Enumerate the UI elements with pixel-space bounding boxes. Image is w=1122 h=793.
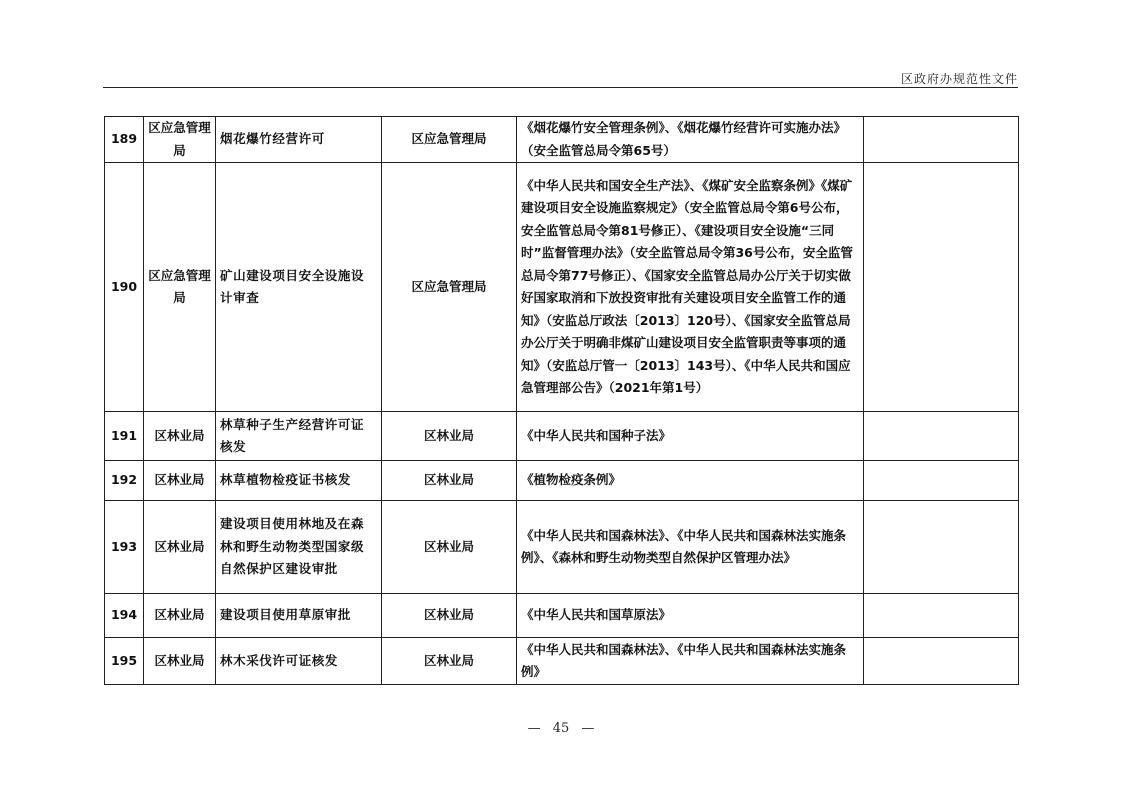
item-name-cell: 建设项目使用林地及在森林和野生动物类型国家级自然保护区建设审批 <box>216 501 382 594</box>
legal-basis-cell: 《中华人民共和国森林法》、《中华人民共和国森林法实施条例》 <box>517 638 864 685</box>
legal-basis-cell: 《中华人民共和国种子法》 <box>517 412 864 461</box>
implementing-agency-cell: 区林业局 <box>382 501 517 594</box>
row-number: 193 <box>105 501 144 594</box>
department-cell: 区林业局 <box>144 594 216 638</box>
remark-cell <box>864 501 1019 594</box>
table-row <box>105 163 1019 412</box>
table-row <box>105 501 1019 594</box>
footer-dash-right: — <box>581 721 595 736</box>
item-name-cell: 矿山建设项目安全设施设计审查 <box>216 163 382 412</box>
footer-dash-left: — <box>527 721 541 736</box>
legal-basis-cell: 《烟花爆竹安全管理条例》、《烟花爆竹经营许可实施办法》（安全监管总局令第65号） <box>517 117 864 163</box>
implementing-agency-cell: 区应急管理局 <box>382 163 517 412</box>
item-name-cell: 林草植物检疫证书核发 <box>216 461 382 501</box>
remark-cell <box>864 412 1019 461</box>
department-cell: 区林业局 <box>144 638 216 685</box>
row-number: 194 <box>105 594 144 638</box>
department-cell: 区林业局 <box>144 501 216 594</box>
implementing-agency-cell: 区应急管理局 <box>382 117 517 163</box>
table-row <box>105 594 1019 638</box>
implementing-agency-cell: 区林业局 <box>382 638 517 685</box>
table-row <box>105 412 1019 461</box>
page-footer <box>0 721 1122 736</box>
table-row <box>105 117 1019 163</box>
item-name-cell: 烟花爆竹经营许可 <box>216 117 382 163</box>
row-number: 190 <box>105 163 144 412</box>
page-number: 45 <box>552 721 570 736</box>
remark-cell <box>864 594 1019 638</box>
legal-basis-cell: 《中华人民共和国森林法》、《中华人民共和国森林法实施条例》、《森林和野生动物类型自然保护区管理办法》 <box>517 501 864 594</box>
row-number: 189 <box>105 117 144 163</box>
legal-basis-cell: 《中华人民共和国安全生产法》、《煤矿安全监察条例》《煤矿建设项目安全设施监察规定》（安全监管总局令第6号公布，安全监管总局令第81号修正）、《建设项目安全设施“三同时”监督管理办法》（安全监管总局令第36号公布，安全监管总局令第77号修正）、《国家安全监管总局办公厅关于切实做好国家取消和下放投资审批有关建设项目安全监管工作的通知》（安监总厅政法〔2013〕120号）、《国家安全监管总局办公厅关于明确非煤矿山建设项目安全监管职责等事项的通知》（安监总厅管一〔2013〕143号）、《中华人民共和国应急管理部公告》（2021年第1号） <box>517 163 864 412</box>
department-cell: 区林业局 <box>144 412 216 461</box>
item-name-cell: 林草种子生产经营许可证核发 <box>216 412 382 461</box>
table-row <box>105 638 1019 685</box>
department-cell: 区林业局 <box>144 461 216 501</box>
department-cell: 区应急管理局 <box>144 163 216 412</box>
table-row <box>105 461 1019 501</box>
department-cell: 区应急管理局 <box>144 117 216 163</box>
remark-cell <box>864 163 1019 412</box>
row-number: 192 <box>105 461 144 501</box>
row-number: 195 <box>105 638 144 685</box>
item-name-cell: 建设项目使用草原审批 <box>216 594 382 638</box>
implementing-agency-cell: 区林业局 <box>382 412 517 461</box>
remark-cell <box>864 638 1019 685</box>
header-title: 区政府办规范性文件 <box>900 72 1018 86</box>
remark-cell <box>864 117 1019 163</box>
page-header <box>103 70 1018 88</box>
implementing-agency-cell: 区林业局 <box>382 461 517 501</box>
legal-basis-cell: 《中华人民共和国草原法》 <box>517 594 864 638</box>
item-name-cell: 林木采伐许可证核发 <box>216 638 382 685</box>
legal-basis-cell: 《植物检疫条例》 <box>517 461 864 501</box>
approval-items-table <box>104 116 1019 685</box>
remark-cell <box>864 461 1019 501</box>
implementing-agency-cell: 区林业局 <box>382 594 517 638</box>
row-number: 191 <box>105 412 144 461</box>
